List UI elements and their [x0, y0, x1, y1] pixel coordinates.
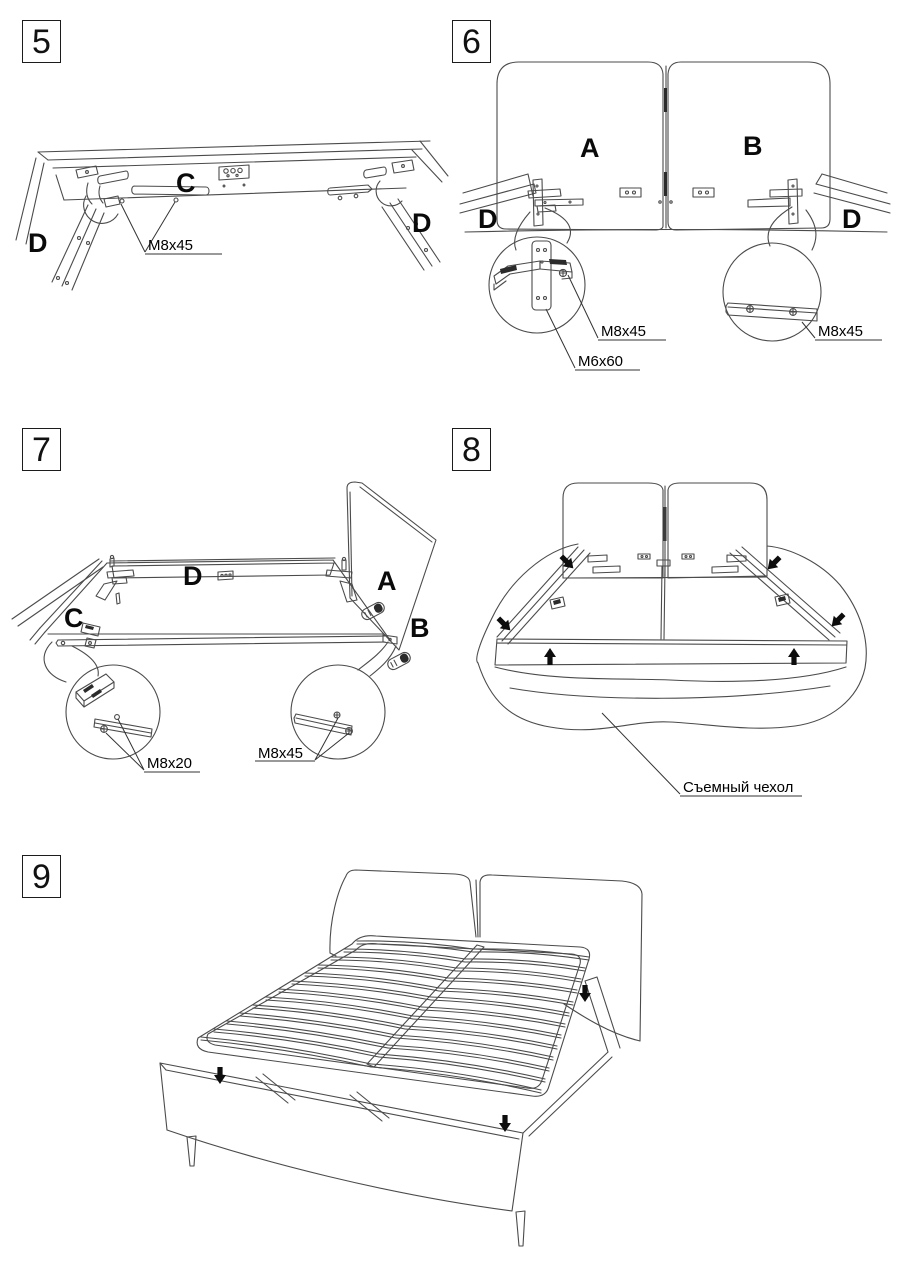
right-detail-circle	[291, 665, 385, 759]
callout-removable-cover: Съемный чехол	[683, 779, 794, 796]
step-5-figure	[0, 0, 450, 420]
fabric-cover	[477, 544, 867, 730]
step-8-callout	[602, 713, 802, 796]
part-label-left-d: D	[28, 228, 48, 258]
part-label-rail-c: C	[176, 168, 196, 198]
part-label-rail-c: C	[64, 603, 84, 633]
part-label-back-rail-d: D	[183, 561, 203, 591]
callout-short-screws: M8x20	[147, 755, 193, 772]
callout-long-screws: M8x45	[258, 745, 304, 762]
step-6-figure	[450, 0, 900, 420]
step-5-callout	[121, 202, 222, 254]
step-9-number: 9	[32, 857, 51, 896]
part-label-left-rail-d: D	[478, 204, 498, 234]
bed-frame	[160, 977, 620, 1246]
part-label-panel-a: A	[377, 566, 397, 596]
front-rail	[56, 635, 397, 646]
step-9-figure	[0, 840, 900, 1280]
callout-bracket-screws: M8x45	[601, 323, 647, 340]
right-detail-circle	[723, 243, 821, 341]
left-detail-circle	[66, 665, 160, 759]
part-label-panel-b: B	[743, 131, 763, 161]
slatted-base	[197, 936, 589, 1097]
step-7-callouts	[106, 718, 349, 772]
step-8-figure	[450, 420, 900, 840]
part-label-right-d: D	[412, 208, 432, 238]
side-and-front-rails	[495, 547, 847, 665]
step-7-figure	[0, 420, 450, 840]
step-7-number: 7	[32, 430, 51, 469]
callout-center-bolt: M6x60	[578, 353, 624, 370]
right-corner-bracket	[328, 141, 448, 270]
step-6-number: 6	[462, 22, 481, 61]
callout-rail-screws: M8x45	[818, 323, 864, 340]
step-5-number: 5	[32, 22, 51, 61]
headboard-panels	[563, 483, 767, 578]
left-detail-circle	[489, 237, 585, 333]
step-8-number: 8	[462, 430, 481, 469]
detail-leaders	[44, 642, 396, 682]
headboard-panels	[465, 62, 887, 232]
callout-corner-screws: M8x45	[148, 237, 194, 254]
part-label-right-rail-d: D	[842, 204, 862, 234]
part-label-panel-a: A	[580, 133, 600, 163]
pull-direction-arrows	[494, 552, 848, 665]
right-side-rail	[748, 174, 890, 224]
step-6-callouts	[546, 275, 882, 370]
part-label-corner-b: B	[410, 613, 430, 643]
left-rail-fitting	[81, 623, 100, 648]
